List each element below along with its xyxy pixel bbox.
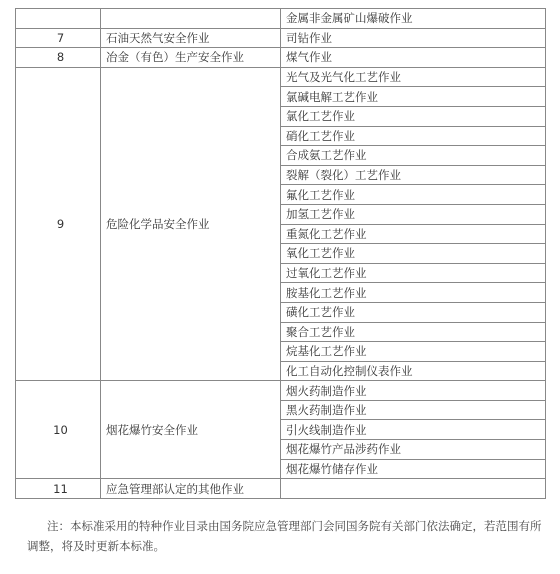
operation-item: 聚合工艺作业 [281,322,546,342]
operation-item: 烟火药制造作业 [281,381,546,401]
operation-item: 煤气作业 [281,48,546,68]
operation-item: 氯化工艺作业 [281,106,546,126]
operation-item: 氟化工艺作业 [281,185,546,205]
special-operations-table [15,8,546,499]
footnote: 注：本标准采用的特种作业目录由国务院应急管理部门会同国务院有关部门依法确定，若范围有所调整，将及时更新本标准。 [27,519,542,553]
table-body [16,9,546,499]
row-number [16,9,101,29]
operation-item: 烟花爆竹产品涉药作业 [281,440,546,460]
operation-item: 化工自动化控制仪表作业 [281,361,546,381]
row-number: 7 [16,28,101,48]
table-row [16,9,546,29]
operation-category: 烟花爆竹安全作业 [101,381,281,479]
table-row [16,48,546,68]
table-row [16,67,546,87]
operation-category: 危险化学品安全作业 [101,67,281,381]
operation-item: 光气及光气化工艺作业 [281,67,546,87]
row-number: 11 [16,479,101,499]
operation-item: 引火线制造作业 [281,420,546,440]
operation-item [281,479,546,499]
operation-item: 硝化工艺作业 [281,126,546,146]
operation-item: 司钻作业 [281,28,546,48]
operation-category: 冶金（有色）生产安全作业 [101,48,281,68]
operation-item: 烷基化工艺作业 [281,342,546,362]
operation-item: 裂解（裂化）工艺作业 [281,165,546,185]
operation-item: 烟花爆竹储存作业 [281,459,546,479]
operation-item: 磺化工艺作业 [281,302,546,322]
operation-item: 重氮化工艺作业 [281,224,546,244]
operation-item: 过氧化工艺作业 [281,263,546,283]
operation-item: 加氢工艺作业 [281,204,546,224]
operation-category: 石油天然气安全作业 [101,28,281,48]
operation-item: 氯碱电解工艺作业 [281,87,546,107]
operation-item: 合成氨工艺作业 [281,146,546,166]
row-number: 9 [16,67,101,381]
row-number: 10 [16,381,101,479]
table-row [16,479,546,499]
operation-item: 金属非金属矿山爆破作业 [281,9,546,29]
operation-item: 黑火药制造作业 [281,400,546,420]
table-row [16,28,546,48]
row-number: 8 [16,48,101,68]
table-row [16,381,546,401]
operation-category [101,9,281,29]
operation-category: 应急管理部认定的其他作业 [101,479,281,499]
operation-item: 氧化工艺作业 [281,244,546,264]
operation-item: 胺基化工艺作业 [281,283,546,303]
